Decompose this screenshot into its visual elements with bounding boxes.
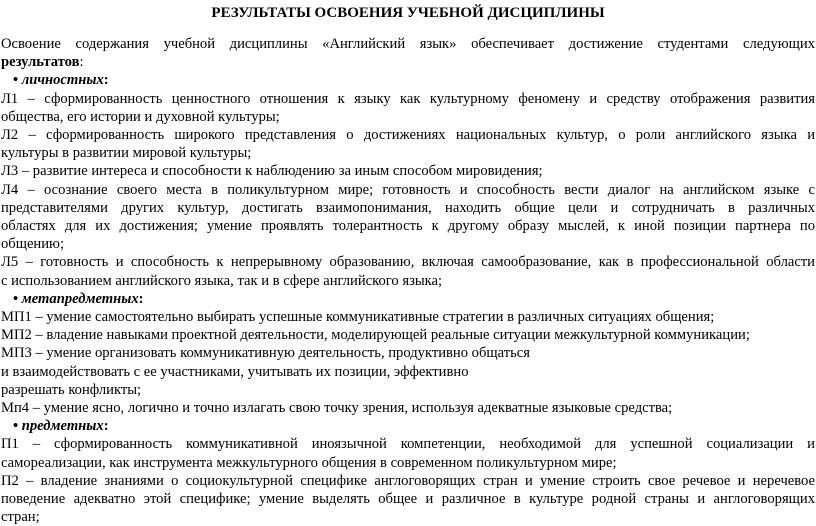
text-line: П1 – сформированность коммуникативной иноязычной компетенции, необходимой для успешной социализации и — [1, 436, 815, 453]
text-line: областях для их достижения; умение проявлять толерантность к другому образу мыслей, к иной позиции партнера по — [1, 218, 815, 235]
section-heading-colon: : — [103, 72, 109, 89]
text-line: Мп4 – умение ясно, логично и точно излагать свою точку зрения, используя адекватные языковые средства; — [1, 400, 673, 417]
text-line: общества, его истории и духовной культуры; — [1, 108, 280, 125]
intro-line-1: Освоение содержания учебной дисциплины «Английский язык» обеспечивает достижение студентами следующих — [1, 36, 815, 52]
section-heading-colon: : — [103, 418, 109, 435]
intro-line-2 — [1, 53, 815, 71]
text-line: стран; — [1, 509, 40, 526]
text-line: Л2 – сформированность широкого представления о достижениях национальных культур, о роли английского языка и — [1, 127, 815, 144]
text-line: и взаимодействовать с ее участниками, учитывать их позиции, эффективно — [1, 363, 469, 380]
section-heading — [1, 290, 815, 308]
text-line: представителями других культур, достигать взаимопонимания, находить общие цели и сотрудничать в различных — [1, 199, 815, 216]
text-line: Л1 – сформированность ценностного отношения к языку как культурному феномену и средству отображения развития — [1, 90, 815, 107]
text-line: с использованием английского языка, так и в сфере английского языка; — [1, 272, 443, 289]
section-heading-label: личностных — [21, 72, 104, 89]
section-heading-colon: : — [138, 290, 144, 307]
text-line: поведение адекватно этой специфике; умение выделять общее и различное в культуре родной страны и англоговорящих — [1, 491, 815, 508]
document-title: РЕЗУЛЬТАТЫ ОСВОЕНИЯ УЧЕБНОЙ ДИСЦИПЛИНЫ — [211, 5, 605, 21]
text-line: общению; — [1, 236, 65, 253]
text-line: П2 – владение знаниями о социокультурной специфике англоговорящих стран и умение строить свое речевое и неречевое — [1, 472, 815, 489]
section-heading — [1, 417, 815, 435]
document-page — [1, 0, 815, 526]
text-line: МП3 – умение организовать коммуникативную деятельность, продуктивно общаться — [1, 345, 530, 362]
bullet-icon: • — [13, 290, 19, 307]
section-heading-label: предметных — [21, 418, 104, 435]
intro-tail: : — [79, 54, 84, 71]
text-line: МП1 – умение самостоятельно выбирать успешные коммуникативные стратегии в различных ситуациях общения; — [1, 309, 715, 326]
bullet-icon: • — [13, 72, 19, 89]
text-line: Л3 – развитие интереса и способности к наблюдению за иным способом мировидения; — [1, 163, 543, 180]
intro-bold-word: результатов — [1, 54, 80, 71]
text-line: МП2 – владение навыками проектной деятельности, моделирующей реальные ситуации межкультурной коммуникации; — [1, 327, 750, 344]
text-line: культуры в развитии мировой культуры; — [1, 145, 252, 162]
section-heading-label: метапредметных — [21, 290, 139, 307]
text-line: Л5 – готовность и способность к непрерывному образованию, включая самообразование, как в профессиональной области — [1, 254, 815, 271]
text-line: разрешать конфликты; — [1, 381, 142, 398]
section-heading — [1, 71, 815, 89]
text-line: Л4 – осознание своего места в поликультурном мире; готовность и способность вести диалог на английском языке с — [1, 181, 815, 198]
text-line: самореализации, как инструмента межкультурного общения в современном поликультурном мире; — [1, 454, 617, 471]
bullet-icon: • — [13, 418, 19, 435]
sections-container — [1, 71, 815, 526]
